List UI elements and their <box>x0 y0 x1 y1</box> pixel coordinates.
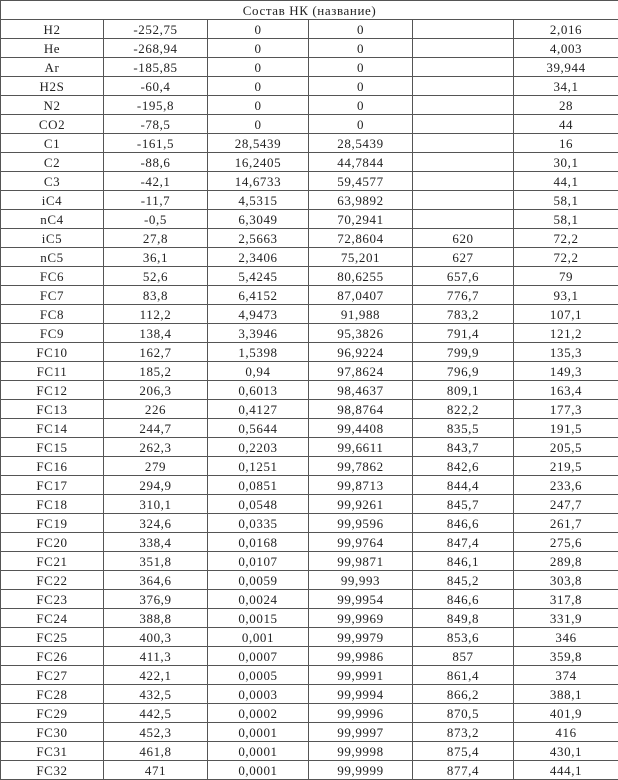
fraction-cell: 6,3049 <box>208 210 309 229</box>
table-row <box>1 77 618 96</box>
density-cell: 843,7 <box>413 438 514 457</box>
molar-mass-cell: 135,3 <box>514 343 618 362</box>
cumulative-fraction-cell: 98,4637 <box>309 381 413 400</box>
density-cell: 870,5 <box>413 704 514 723</box>
molar-mass-cell: 4,003 <box>514 39 618 58</box>
molar-mass-cell: 219,5 <box>514 457 618 476</box>
boiling-point-cell: -42,1 <box>104 172 208 191</box>
molar-mass-cell: 72,2 <box>514 248 618 267</box>
component-name-cell: FC22 <box>1 571 104 590</box>
density-cell <box>413 191 514 210</box>
molar-mass-cell: 2,016 <box>514 20 618 39</box>
molar-mass-cell: 331,9 <box>514 609 618 628</box>
table-row <box>1 685 618 704</box>
fraction-cell: 0 <box>208 20 309 39</box>
component-name-cell: FC23 <box>1 590 104 609</box>
component-name-cell: C1 <box>1 134 104 153</box>
density-cell <box>413 77 514 96</box>
density-cell: 844,4 <box>413 476 514 495</box>
boiling-point-cell: -0,5 <box>104 210 208 229</box>
boiling-point-cell: 411,3 <box>104 647 208 666</box>
fraction-cell: 0,2203 <box>208 438 309 457</box>
boiling-point-cell: 36,1 <box>104 248 208 267</box>
density-cell <box>413 172 514 191</box>
table-row <box>1 229 618 248</box>
component-name-cell: FC21 <box>1 552 104 571</box>
cumulative-fraction-cell: 44,7844 <box>309 153 413 172</box>
density-cell: 846,6 <box>413 590 514 609</box>
component-name-cell: FC29 <box>1 704 104 723</box>
density-cell: 627 <box>413 248 514 267</box>
density-cell: 846,1 <box>413 552 514 571</box>
component-name-cell: FC30 <box>1 723 104 742</box>
boiling-point-cell: 294,9 <box>104 476 208 495</box>
component-name-cell: FC14 <box>1 419 104 438</box>
boiling-point-cell: 400,3 <box>104 628 208 647</box>
fraction-cell: 28,5439 <box>208 134 309 153</box>
density-cell: 835,5 <box>413 419 514 438</box>
density-cell: 783,2 <box>413 305 514 324</box>
fraction-cell: 0,6013 <box>208 381 309 400</box>
cumulative-fraction-cell: 99,9991 <box>309 666 413 685</box>
boiling-point-cell: 162,7 <box>104 343 208 362</box>
density-cell: 809,1 <box>413 381 514 400</box>
cumulative-fraction-cell: 99,9998 <box>309 742 413 761</box>
density-cell <box>413 20 514 39</box>
fraction-cell: 0 <box>208 96 309 115</box>
boiling-point-cell: -252,75 <box>104 20 208 39</box>
table-row <box>1 590 618 609</box>
table-row <box>1 609 618 628</box>
density-cell <box>413 134 514 153</box>
fraction-cell: 0,4127 <box>208 400 309 419</box>
molar-mass-cell: 303,8 <box>514 571 618 590</box>
boiling-point-cell: 338,4 <box>104 533 208 552</box>
table-row <box>1 666 618 685</box>
molar-mass-cell: 388,1 <box>514 685 618 704</box>
table-row <box>1 742 618 761</box>
cumulative-fraction-cell: 99,9954 <box>309 590 413 609</box>
fraction-cell: 0,0059 <box>208 571 309 590</box>
molar-mass-cell: 261,7 <box>514 514 618 533</box>
fraction-cell: 3,3946 <box>208 324 309 343</box>
component-name-cell: FC32 <box>1 761 104 780</box>
fraction-cell: 0 <box>208 58 309 77</box>
molar-mass-cell: 247,7 <box>514 495 618 514</box>
cumulative-fraction-cell: 99,9997 <box>309 723 413 742</box>
fraction-cell: 0,0002 <box>208 704 309 723</box>
component-name-cell: FC27 <box>1 666 104 685</box>
density-cell: 776,7 <box>413 286 514 305</box>
component-name-cell: Ar <box>1 58 104 77</box>
density-cell: 873,2 <box>413 723 514 742</box>
table-row <box>1 324 618 343</box>
component-name-cell: FC11 <box>1 362 104 381</box>
component-name-cell: nC4 <box>1 210 104 229</box>
boiling-point-cell: 461,8 <box>104 742 208 761</box>
fraction-cell: 0,1251 <box>208 457 309 476</box>
density-cell: 799,9 <box>413 343 514 362</box>
cumulative-fraction-cell: 70,2941 <box>309 210 413 229</box>
component-name-cell: FC17 <box>1 476 104 495</box>
component-name-cell: FC10 <box>1 343 104 362</box>
cumulative-fraction-cell: 0 <box>309 96 413 115</box>
fraction-cell: 0,0005 <box>208 666 309 685</box>
fraction-cell: 0,0335 <box>208 514 309 533</box>
density-cell <box>413 115 514 134</box>
fraction-cell: 0,0015 <box>208 609 309 628</box>
molar-mass-cell: 34,1 <box>514 77 618 96</box>
boiling-point-cell: -195,8 <box>104 96 208 115</box>
molar-mass-cell: 275,6 <box>514 533 618 552</box>
table-title-row <box>1 1 618 20</box>
cumulative-fraction-cell: 99,9596 <box>309 514 413 533</box>
cumulative-fraction-cell: 99,9996 <box>309 704 413 723</box>
fraction-cell: 0 <box>208 39 309 58</box>
molar-mass-cell: 191,5 <box>514 419 618 438</box>
cumulative-fraction-cell: 99,7862 <box>309 457 413 476</box>
fraction-cell: 2,5663 <box>208 229 309 248</box>
fraction-cell: 0,0024 <box>208 590 309 609</box>
molar-mass-cell: 44,1 <box>514 172 618 191</box>
molar-mass-cell: 444,1 <box>514 761 618 780</box>
table-body <box>1 20 618 780</box>
fraction-cell: 6,4152 <box>208 286 309 305</box>
cumulative-fraction-cell: 0 <box>309 58 413 77</box>
table-row <box>1 552 618 571</box>
table-row <box>1 495 618 514</box>
molar-mass-cell: 430,1 <box>514 742 618 761</box>
density-cell: 845,2 <box>413 571 514 590</box>
table-row <box>1 210 618 229</box>
cumulative-fraction-cell: 75,201 <box>309 248 413 267</box>
component-name-cell: FC9 <box>1 324 104 343</box>
fraction-cell: 0,0548 <box>208 495 309 514</box>
boiling-point-cell: 83,8 <box>104 286 208 305</box>
component-name-cell: C2 <box>1 153 104 172</box>
fraction-cell: 0,5644 <box>208 419 309 438</box>
component-name-cell: H2S <box>1 77 104 96</box>
molar-mass-cell: 163,4 <box>514 381 618 400</box>
table-row <box>1 647 618 666</box>
table-row <box>1 248 618 267</box>
molar-mass-cell: 107,1 <box>514 305 618 324</box>
boiling-point-cell: -78,5 <box>104 115 208 134</box>
fraction-cell: 0,0001 <box>208 761 309 780</box>
boiling-point-cell: 351,8 <box>104 552 208 571</box>
boiling-point-cell: 262,3 <box>104 438 208 457</box>
boiling-point-cell: 244,7 <box>104 419 208 438</box>
boiling-point-cell: 112,2 <box>104 305 208 324</box>
component-name-cell: FC13 <box>1 400 104 419</box>
boiling-point-cell: 185,2 <box>104 362 208 381</box>
boiling-point-cell: 27,8 <box>104 229 208 248</box>
density-cell: 620 <box>413 229 514 248</box>
density-cell: 849,8 <box>413 609 514 628</box>
density-cell: 822,2 <box>413 400 514 419</box>
density-cell: 842,6 <box>413 457 514 476</box>
cumulative-fraction-cell: 99,9764 <box>309 533 413 552</box>
boiling-point-cell: -268,94 <box>104 39 208 58</box>
component-name-cell: FC15 <box>1 438 104 457</box>
density-cell: 877,4 <box>413 761 514 780</box>
boiling-point-cell: -60,4 <box>104 77 208 96</box>
cumulative-fraction-cell: 99,993 <box>309 571 413 590</box>
table-row <box>1 305 618 324</box>
boiling-point-cell: 376,9 <box>104 590 208 609</box>
molar-mass-cell: 374 <box>514 666 618 685</box>
molar-mass-cell: 359,8 <box>514 647 618 666</box>
boiling-point-cell: 138,4 <box>104 324 208 343</box>
component-name-cell: CO2 <box>1 115 104 134</box>
molar-mass-cell: 177,3 <box>514 400 618 419</box>
density-cell: 866,2 <box>413 685 514 704</box>
component-name-cell: C3 <box>1 172 104 191</box>
table-row <box>1 400 618 419</box>
boiling-point-cell: 226 <box>104 400 208 419</box>
table-row <box>1 20 618 39</box>
table-row <box>1 438 618 457</box>
cumulative-fraction-cell: 28,5439 <box>309 134 413 153</box>
density-cell <box>413 39 514 58</box>
boiling-point-cell: 388,8 <box>104 609 208 628</box>
component-name-cell: FC31 <box>1 742 104 761</box>
boiling-point-cell: 471 <box>104 761 208 780</box>
cumulative-fraction-cell: 0 <box>309 20 413 39</box>
cumulative-fraction-cell: 96,9224 <box>309 343 413 362</box>
component-name-cell: He <box>1 39 104 58</box>
density-cell: 846,6 <box>413 514 514 533</box>
molar-mass-cell: 93,1 <box>514 286 618 305</box>
table-row <box>1 381 618 400</box>
boiling-point-cell: 422,1 <box>104 666 208 685</box>
molar-mass-cell: 16 <box>514 134 618 153</box>
molar-mass-cell: 149,3 <box>514 362 618 381</box>
cumulative-fraction-cell: 98,8764 <box>309 400 413 419</box>
boiling-point-cell: -185,85 <box>104 58 208 77</box>
cumulative-fraction-cell: 99,9871 <box>309 552 413 571</box>
molar-mass-cell: 58,1 <box>514 210 618 229</box>
component-name-cell: H2 <box>1 20 104 39</box>
fraction-cell: 0,0168 <box>208 533 309 552</box>
density-cell <box>413 153 514 172</box>
component-name-cell: FC18 <box>1 495 104 514</box>
molar-mass-cell: 44 <box>514 115 618 134</box>
table-row <box>1 571 618 590</box>
boiling-point-cell: 432,5 <box>104 685 208 704</box>
table-row <box>1 457 618 476</box>
fraction-cell: 0,0107 <box>208 552 309 571</box>
density-cell: 796,9 <box>413 362 514 381</box>
molar-mass-cell: 28 <box>514 96 618 115</box>
boiling-point-cell: 52,6 <box>104 267 208 286</box>
cumulative-fraction-cell: 97,8624 <box>309 362 413 381</box>
molar-mass-cell: 121,2 <box>514 324 618 343</box>
fraction-cell: 4,5315 <box>208 191 309 210</box>
component-name-cell: FC24 <box>1 609 104 628</box>
density-cell <box>413 58 514 77</box>
table-row <box>1 286 618 305</box>
density-cell: 657,6 <box>413 267 514 286</box>
cumulative-fraction-cell: 95,3826 <box>309 324 413 343</box>
component-name-cell: FC8 <box>1 305 104 324</box>
density-cell <box>413 210 514 229</box>
molar-mass-cell: 401,9 <box>514 704 618 723</box>
fraction-cell: 1,5398 <box>208 343 309 362</box>
table-row <box>1 115 618 134</box>
cumulative-fraction-cell: 0 <box>309 39 413 58</box>
table-title: Состав НК (название) <box>1 1 618 20</box>
density-cell: 853,6 <box>413 628 514 647</box>
molar-mass-cell: 346 <box>514 628 618 647</box>
table-row <box>1 39 618 58</box>
fraction-cell: 0,94 <box>208 362 309 381</box>
table-row <box>1 58 618 77</box>
table-row <box>1 533 618 552</box>
boiling-point-cell: -88,6 <box>104 153 208 172</box>
fraction-cell: 5,4245 <box>208 267 309 286</box>
table-row <box>1 723 618 742</box>
cumulative-fraction-cell: 99,9261 <box>309 495 413 514</box>
density-cell <box>413 96 514 115</box>
cumulative-fraction-cell: 63,9892 <box>309 191 413 210</box>
cumulative-fraction-cell: 91,988 <box>309 305 413 324</box>
table-row <box>1 267 618 286</box>
table-row <box>1 191 618 210</box>
density-cell: 847,4 <box>413 533 514 552</box>
cumulative-fraction-cell: 99,6611 <box>309 438 413 457</box>
cumulative-fraction-cell: 59,4577 <box>309 172 413 191</box>
cumulative-fraction-cell: 0 <box>309 77 413 96</box>
molar-mass-cell: 205,5 <box>514 438 618 457</box>
fraction-cell: 2,3406 <box>208 248 309 267</box>
boiling-point-cell: 442,5 <box>104 704 208 723</box>
cumulative-fraction-cell: 99,9979 <box>309 628 413 647</box>
table-row <box>1 96 618 115</box>
boiling-point-cell: -161,5 <box>104 134 208 153</box>
molar-mass-cell: 289,8 <box>514 552 618 571</box>
molar-mass-cell: 58,1 <box>514 191 618 210</box>
cumulative-fraction-cell: 0 <box>309 115 413 134</box>
fraction-cell: 0,0007 <box>208 647 309 666</box>
component-name-cell: FC12 <box>1 381 104 400</box>
fraction-cell: 16,2405 <box>208 153 309 172</box>
cumulative-fraction-cell: 80,6255 <box>309 267 413 286</box>
cumulative-fraction-cell: 99,9999 <box>309 761 413 780</box>
fraction-cell: 0,0851 <box>208 476 309 495</box>
component-name-cell: FC26 <box>1 647 104 666</box>
table-row <box>1 761 618 780</box>
molar-mass-cell: 416 <box>514 723 618 742</box>
component-name-cell: FC28 <box>1 685 104 704</box>
table-row <box>1 153 618 172</box>
fraction-cell: 14,6733 <box>208 172 309 191</box>
molar-mass-cell: 72,2 <box>514 229 618 248</box>
boiling-point-cell: 279 <box>104 457 208 476</box>
fraction-cell: 0,0001 <box>208 723 309 742</box>
table-row <box>1 343 618 362</box>
boiling-point-cell: -11,7 <box>104 191 208 210</box>
component-name-cell: iC4 <box>1 191 104 210</box>
density-cell: 875,4 <box>413 742 514 761</box>
component-name-cell: FC6 <box>1 267 104 286</box>
density-cell: 861,4 <box>413 666 514 685</box>
table-row <box>1 134 618 153</box>
density-cell: 791,4 <box>413 324 514 343</box>
cumulative-fraction-cell: 99,9969 <box>309 609 413 628</box>
molar-mass-cell: 233,6 <box>514 476 618 495</box>
molar-mass-cell: 317,8 <box>514 590 618 609</box>
density-cell: 845,7 <box>413 495 514 514</box>
component-name-cell: FC20 <box>1 533 104 552</box>
cumulative-fraction-cell: 99,9986 <box>309 647 413 666</box>
table-row <box>1 704 618 723</box>
table-row <box>1 172 618 191</box>
cumulative-fraction-cell: 99,9994 <box>309 685 413 704</box>
component-name-cell: FC25 <box>1 628 104 647</box>
density-cell: 857 <box>413 647 514 666</box>
component-name-cell: FC19 <box>1 514 104 533</box>
cumulative-fraction-cell: 87,0407 <box>309 286 413 305</box>
boiling-point-cell: 324,6 <box>104 514 208 533</box>
boiling-point-cell: 452,3 <box>104 723 208 742</box>
fraction-cell: 0,001 <box>208 628 309 647</box>
cumulative-fraction-cell: 99,8713 <box>309 476 413 495</box>
table-row <box>1 628 618 647</box>
fraction-cell: 0,0003 <box>208 685 309 704</box>
molar-mass-cell: 39,944 <box>514 58 618 77</box>
component-name-cell: iC5 <box>1 229 104 248</box>
fraction-cell: 0 <box>208 77 309 96</box>
table-row <box>1 514 618 533</box>
boiling-point-cell: 310,1 <box>104 495 208 514</box>
component-name-cell: FC16 <box>1 457 104 476</box>
boiling-point-cell: 364,6 <box>104 571 208 590</box>
component-name-cell: FC7 <box>1 286 104 305</box>
molar-mass-cell: 30,1 <box>514 153 618 172</box>
fraction-cell: 4,9473 <box>208 305 309 324</box>
fraction-cell: 0,0001 <box>208 742 309 761</box>
fraction-cell: 0 <box>208 115 309 134</box>
boiling-point-cell: 206,3 <box>104 381 208 400</box>
molar-mass-cell: 79 <box>514 267 618 286</box>
table-row <box>1 476 618 495</box>
component-name-cell: nC5 <box>1 248 104 267</box>
cumulative-fraction-cell: 99,4408 <box>309 419 413 438</box>
component-name-cell: N2 <box>1 96 104 115</box>
cumulative-fraction-cell: 72,8604 <box>309 229 413 248</box>
table-row <box>1 419 618 438</box>
table-row <box>1 362 618 381</box>
